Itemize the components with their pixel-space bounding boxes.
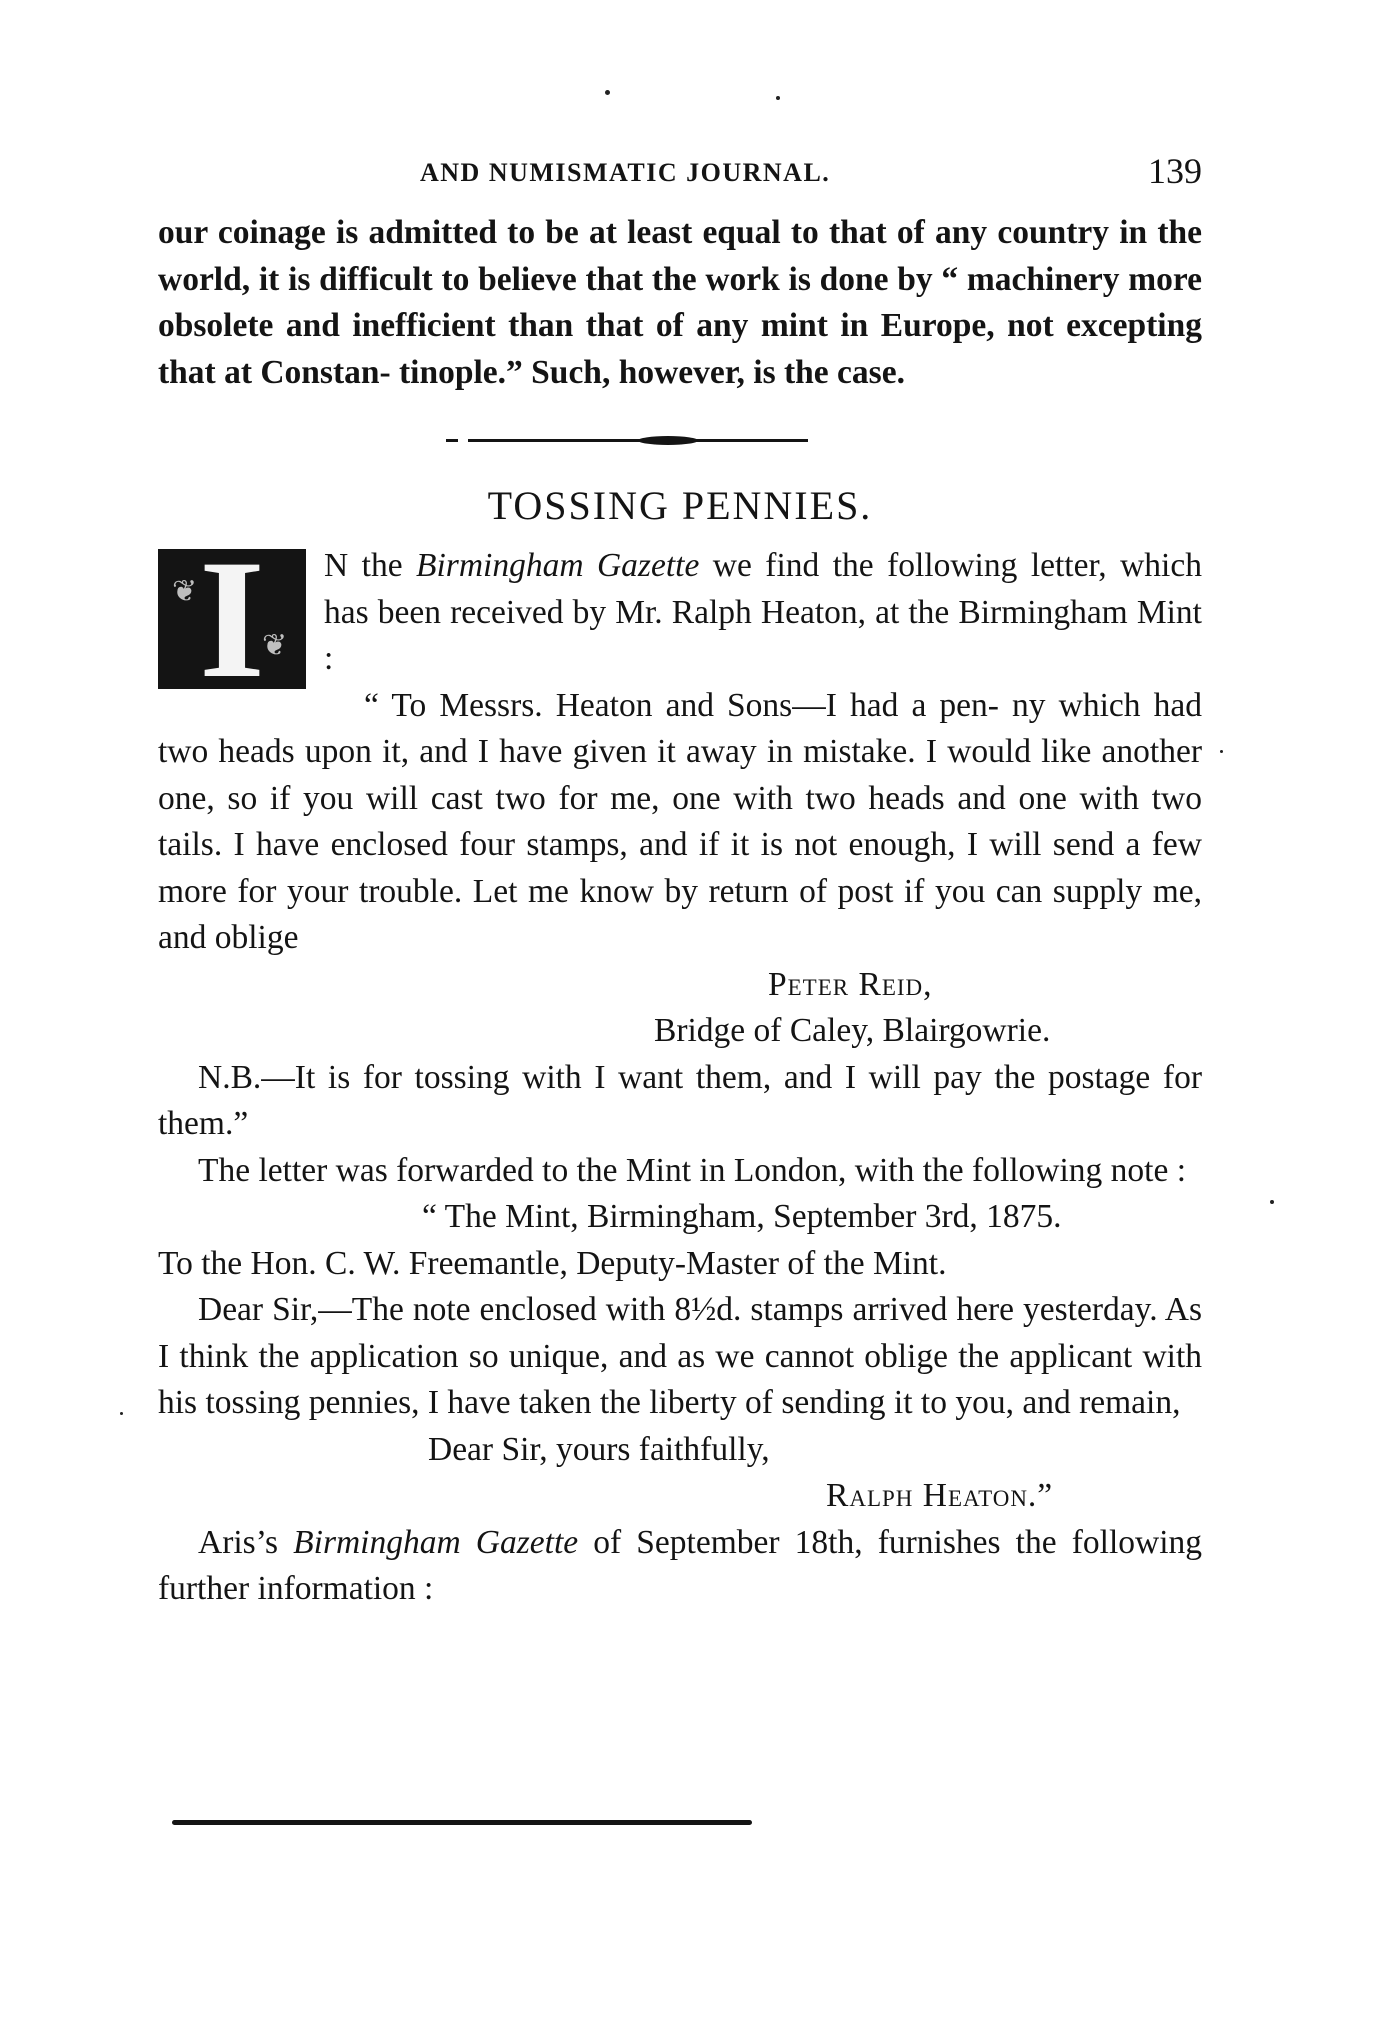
closing-rule: [172, 1820, 752, 1825]
note-dateline: “ The Mint, Birmingham, September 3rd, 1875.: [422, 1198, 1062, 1235]
postscript: N.B.—It is for tossing with I want them, and I will pay the postage for them.”: [158, 1058, 1202, 1142]
page-number: 139: [1148, 151, 1202, 191]
article-body: [158, 525, 1202, 1613]
running-head: [158, 150, 1202, 210]
letter-body: “ To Messrs. Heaton and Sons—I had a pen- ny which had two heads upon it, and I have given it away in mistake. I would like another one, so if you will cast two for me, one with two heads and one with two tails. I have enclosed four stamps, and if it is not enough, I will send a few more for your trouble. Let me know by return of post if you can supply me, and oblige: [158, 686, 1202, 956]
leaf-ornament-icon: ❦: [172, 575, 198, 608]
leaf-ornament-icon: ❦: [262, 629, 288, 662]
letter-signature: Peter Reid,: [768, 965, 933, 1003]
note-address: To the Hon. C. W. Freemantle, Deputy-Master of the Mint.: [158, 1244, 947, 1282]
drop-cap-letter: I: [198, 525, 266, 713]
book-page: [158, 150, 1202, 1613]
newspaper-title: Birmingham Gazette: [416, 547, 700, 584]
article-title: TOSSING PENNIES.: [487, 483, 873, 528]
opening-paragraph: N the Birmingham Gazette we find the following letter, which has been received by Mr. Ralph Heaton, at the Birmingham Mint :: [324, 547, 1202, 677]
running-title: AND NUMISMATIC JOURNAL.: [420, 158, 831, 187]
note-signature: Ralph Heaton.”: [826, 1477, 1054, 1514]
intro-text: our coinage is admitted to be at least equal to that of any country in the world, it is difficult to believe that the work is done by “ machinery more obsolete and inefficient than that of any mint in Europe, not excepting that at Constan- tinople.” Such, however, is the case.: [158, 214, 1202, 391]
letter-place: Bridge of Caley, Blairgowrie.: [654, 1012, 1051, 1049]
section-divider: [158, 396, 1202, 482]
newspaper-title: Birmingham Gazette: [293, 1523, 579, 1561]
ornamental-rule: [468, 439, 808, 442]
intro-paragraph: [158, 210, 1202, 396]
forwarding-paragraph: The letter was forwarded to the Mint in London, with the following note :: [198, 1151, 1187, 1189]
note-closing: Dear Sir, yours faithfully,: [428, 1430, 770, 1468]
note-body: Dear Sir,—The note enclosed with 8½d. stamps arrived here yesterday. As I think the application so unique, and as we cannot oblige the applicant with his tossing pennies, I have taken the liberty of sending it to you, and remain,: [158, 1291, 1202, 1421]
drop-cap-ornament: [158, 525, 306, 713]
final-paragraph: Aris’s Birmingham Gazette of September 18th, furnishes the following further information :: [158, 1523, 1202, 1607]
